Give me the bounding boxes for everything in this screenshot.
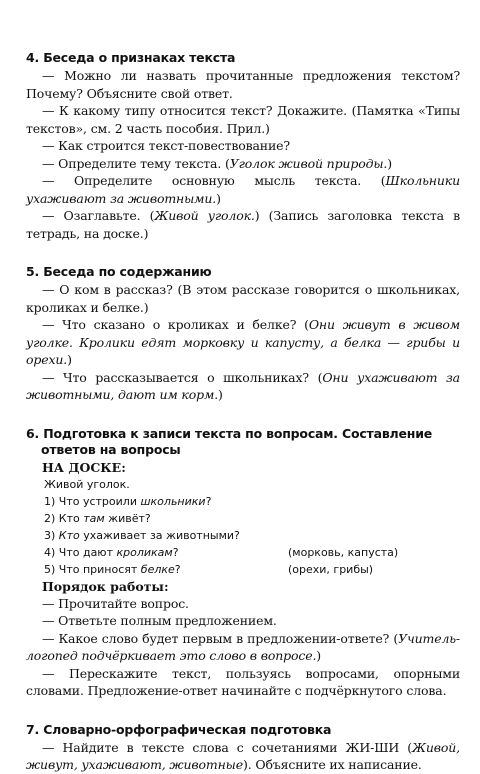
text: Живой уголок. xyxy=(44,477,130,491)
text: ) xyxy=(216,190,221,206)
paragraph xyxy=(26,630,460,665)
paragraph xyxy=(26,665,460,700)
text: ) xyxy=(316,648,322,663)
paragraph xyxy=(26,595,460,613)
text: — Ответьте полным предложением. xyxy=(42,613,277,628)
question: 3) Кто ухаживает за животными? xyxy=(44,528,240,542)
paragraph xyxy=(26,316,460,369)
paragraph xyxy=(26,67,460,102)
question: 2) Кто там живёт? xyxy=(44,511,151,525)
text: — Что рассказывается о школьниках? ( xyxy=(42,369,323,385)
italic-text: Они ухаживают за животными, дают им корм. xyxy=(26,369,460,402)
question: 4) Что дают кроликам? xyxy=(44,545,179,559)
text: — Найдите в тексте слова с сочетаниями ЖИ-ШИ ( xyxy=(42,739,412,755)
board-line xyxy=(44,510,460,527)
text: — Что сказано о кроликах и белке? ( xyxy=(42,317,309,332)
paragraph xyxy=(26,612,460,630)
text: ) (Запись заголовка текста в тетрадь, на доске.) xyxy=(26,208,460,241)
text: ) xyxy=(387,155,392,171)
italic-text: Они живут в живом уголке. Кролики едят морковку и капусту, а белка — грибы и орехи. xyxy=(26,317,460,367)
paragraph xyxy=(26,172,460,207)
italic-text: Живой уголок. xyxy=(154,208,255,223)
paragraph xyxy=(26,281,460,316)
board-line xyxy=(44,476,460,493)
text: — Можно ли назвать прочитанные предложения текстом? Почему? Объясните свой ответ. xyxy=(26,68,460,101)
text: ). Объясните их написание. xyxy=(242,757,422,772)
italic-text: Школьники ухаживают за животными. xyxy=(26,173,460,206)
section-5 xyxy=(26,264,460,404)
section-4 xyxy=(26,50,460,242)
section-7 xyxy=(26,722,460,774)
text: — К какому типу относится текст? Докажите. (Памятка «Типы текстов», см. 2 часть пособия. Прил.) xyxy=(26,103,460,136)
text: — Как строится текст-повествование? xyxy=(42,138,290,153)
board-line xyxy=(44,493,460,510)
section-heading: 7. Словарно-орфографическая подготовка xyxy=(26,721,332,737)
answer-hint: (морковь, капуста) xyxy=(288,545,399,559)
order-title: Порядок работы: xyxy=(42,578,169,594)
italic-text: Живой, живут, ухаживают, животные xyxy=(26,739,460,772)
paragraph xyxy=(26,155,460,173)
text: ) xyxy=(67,352,72,367)
answer-hint: (орехи, грибы) xyxy=(288,562,374,576)
section-heading: 4. Беседа о признаках текста xyxy=(26,50,236,65)
paragraph xyxy=(26,137,460,155)
question: 1) Что устроили школьники? xyxy=(44,494,212,508)
question: 5) Что приносят белке? xyxy=(44,562,181,576)
board-questions xyxy=(26,476,460,578)
text: — Какое слово будет первым в предложении-ответе? ( xyxy=(42,630,399,646)
text: ) xyxy=(218,387,223,402)
board-title: НА ДОСКЕ: xyxy=(42,459,126,475)
paragraph xyxy=(26,369,460,404)
text: — Определите тему текста. ( xyxy=(42,155,230,171)
text: — Прочитайте вопрос. xyxy=(42,595,189,611)
board-line xyxy=(44,527,460,544)
text: — Озаглавьте. ( xyxy=(42,208,155,223)
board-line xyxy=(44,561,460,578)
board-line xyxy=(44,544,460,561)
section-heading: 6. Подготовка к записи текста по вопросам. Составление ответов на вопросы xyxy=(26,425,433,457)
text: — О ком в рассказ? (В этом рассказе говорится о школьниках, кроликах и белке.) xyxy=(26,282,460,315)
section-6 xyxy=(26,426,460,700)
paragraph xyxy=(26,102,460,137)
paragraph xyxy=(26,207,460,242)
italic-text: Уголок живой природы. xyxy=(229,155,388,171)
text: — Определите основную мысль текста. ( xyxy=(42,173,386,188)
italic-text: Учитель-логопед подчёркивает это слово в вопросе. xyxy=(26,630,460,663)
text: — Перескажите текст, пользуясь вопросами, опорными словами. Предложение-ответ начинайте с подчёркнутого слова. xyxy=(26,665,460,698)
section-heading: 5. Беседа по содержанию xyxy=(26,264,212,279)
paragraph xyxy=(26,739,460,774)
